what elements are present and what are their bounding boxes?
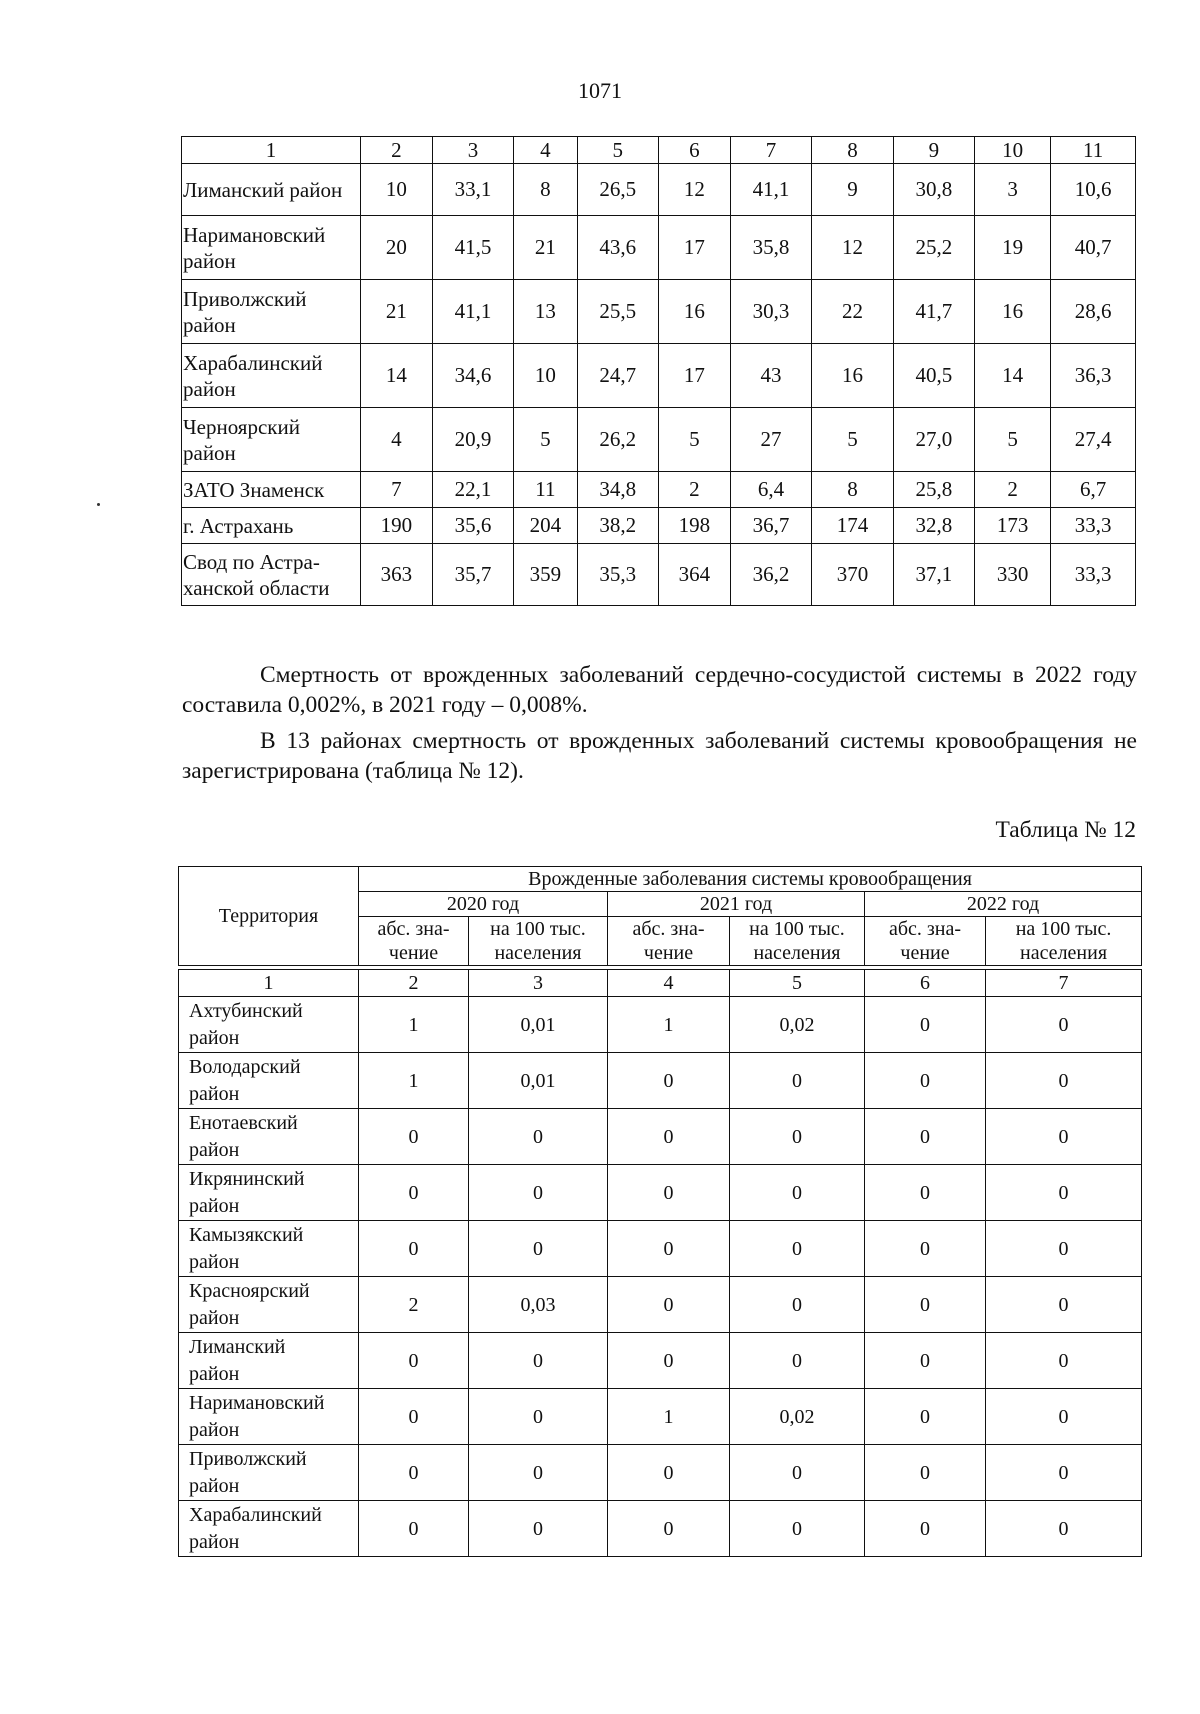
value-cell: 0 [986,1221,1142,1277]
territory-header: Территория [179,867,359,966]
value-cell: 22 [812,280,893,344]
value-cell: 35,7 [432,544,513,606]
value-cell: 4 [361,408,433,472]
column-number: 3 [432,137,513,164]
value-cell: 25,2 [893,216,974,280]
value-cell: 10 [361,164,433,216]
subheader-rate [730,917,865,966]
value-cell: 0 [730,1053,865,1109]
value-cell: 0 [608,1109,730,1165]
territory-name [179,1165,359,1221]
value-cell: 2 [359,1277,469,1333]
value-cell: 36,7 [730,508,811,544]
value-cell: 370 [812,544,893,606]
column-number: 4 [514,137,577,164]
value-cell: 8 [812,472,893,508]
cell-text-line: Харабалинский [189,1503,322,1526]
value-cell: 28,6 [1051,280,1136,344]
subheader-abs-line1: абс. зна- [888,918,962,940]
subheader-abs-line1: абс. зна- [632,918,705,940]
column-number: 2 [359,970,469,997]
value-cell: 12 [812,216,893,280]
cell-text-line: Приволжский [189,1447,307,1470]
value-cell: 330 [975,544,1051,606]
territory-name [182,216,361,280]
column-number: 7 [986,970,1142,997]
value-cell: 41,1 [432,280,513,344]
cell-text-line: Икрянинский [189,1167,305,1190]
value-cell: 0 [730,1221,865,1277]
value-cell: 35,6 [432,508,513,544]
value-cell: 20,9 [432,408,513,472]
value-cell: 33,3 [1051,544,1136,606]
value-cell: 0 [865,997,986,1053]
value-cell: 34,6 [432,344,513,408]
value-cell: 0 [730,1333,865,1389]
paragraph-districts-no-mortality: В 13 районах смертность от врожденных заболеваний системы кровообращения не зарегистрирована (таблица № 12). [182,728,1137,784]
subheader-rate-line2: населения [1019,942,1108,964]
value-cell: 0 [865,1445,986,1501]
value-cell: 43,6 [577,216,658,280]
value-cell: 363 [361,544,433,606]
column-number-row [179,970,1142,997]
territory-name [182,472,361,508]
value-cell: 0 [608,1501,730,1557]
territory-name [179,1389,359,1445]
value-cell: 0 [730,1165,865,1221]
value-cell: 0 [608,1445,730,1501]
value-cell: 0 [469,1165,608,1221]
value-cell: 204 [514,508,577,544]
column-number: 2 [361,137,433,164]
subheader-rate-line2: населения [753,942,841,964]
value-cell: 0 [359,1165,469,1221]
table-row [182,164,1136,216]
value-cell: 20 [361,216,433,280]
value-cell: 26,5 [577,164,658,216]
subheader-rate-line1: на 100 тыс. [490,918,586,940]
value-cell: 16 [658,280,730,344]
value-cell: 0 [865,1277,986,1333]
cell-text-line: Наримановский [189,1391,325,1414]
value-cell: 0,03 [469,1277,608,1333]
table-row [179,1389,1142,1445]
value-cell: 35,3 [577,544,658,606]
value-cell: 33,3 [1051,508,1136,544]
group-header: Врожденные заболевания системы кровообращения [359,867,1142,892]
value-cell: 5 [812,408,893,472]
cell-text-line: ЗАТО Знаменск [183,477,325,502]
subheader-abs [608,917,730,966]
value-cell: 1 [608,1389,730,1445]
value-cell: 2 [975,472,1051,508]
value-cell: 36,2 [730,544,811,606]
page-number: 1071 [578,78,622,103]
column-number: 11 [1051,137,1136,164]
value-cell: 5 [975,408,1051,472]
cell-text-line: район [189,1418,240,1441]
cell-text-line: Красноярский [189,1279,310,1302]
value-cell: 0 [469,1445,608,1501]
value-cell: 41,7 [893,280,974,344]
table-row [182,472,1136,508]
value-cell: 0 [865,1389,986,1445]
value-cell: 17 [658,216,730,280]
territory-name [179,1501,359,1557]
value-cell: 2 [658,472,730,508]
table-row [182,280,1136,344]
value-cell: 0 [730,1445,865,1501]
value-cell: 0 [359,1333,469,1389]
table-row [179,1277,1142,1333]
territory-name [182,280,361,344]
value-cell: 21 [361,280,433,344]
value-cell: 0 [359,1109,469,1165]
value-cell: 37,1 [893,544,974,606]
column-number: 5 [730,970,865,997]
value-cell: 27,4 [1051,408,1136,472]
cell-text-line: Лиманский район [183,177,343,202]
value-cell: 0 [359,1389,469,1445]
value-cell: 1 [359,997,469,1053]
value-cell: 0 [469,1221,608,1277]
territory-name [179,1109,359,1165]
value-cell: 0 [986,1333,1142,1389]
subheader-abs-line2: чение [900,942,950,964]
scan-speck [97,503,100,506]
year-header-2020: 2020 год [359,892,608,917]
value-cell: 19 [975,216,1051,280]
value-cell: 9 [812,164,893,216]
value-cell: 27 [730,408,811,472]
subheader-rate-line1: на 100 тыс. [1015,918,1112,940]
value-cell: 0,02 [730,997,865,1053]
value-cell: 16 [812,344,893,408]
cell-text-line: район [189,1026,240,1049]
territory-name [182,164,361,216]
cell-text-line: Камызякский [189,1223,304,1246]
value-cell: 0 [359,1501,469,1557]
table-row [179,1501,1142,1557]
territory-name [179,997,359,1053]
cell-text-line: район [183,312,236,337]
territory-name [179,1277,359,1333]
value-cell: 32,8 [893,508,974,544]
column-number-row [182,137,1136,164]
subheader-abs [359,917,469,966]
column-number: 9 [893,137,974,164]
value-cell: 0 [469,1109,608,1165]
value-cell: 0 [469,1333,608,1389]
cell-text-line: район [189,1362,240,1385]
value-cell: 174 [812,508,893,544]
value-cell: 14 [975,344,1051,408]
value-cell: 34,8 [577,472,658,508]
column-number: 8 [812,137,893,164]
table-row [179,1445,1142,1501]
value-cell: 26,2 [577,408,658,472]
cell-text-line: район [189,1306,240,1329]
value-cell: 40,7 [1051,216,1136,280]
value-cell: 24,7 [577,344,658,408]
territory-name [182,544,361,606]
value-cell: 0 [986,997,1142,1053]
value-cell: 0 [986,1109,1142,1165]
cell-text-line: ханской области [183,575,330,600]
table12-header-row-1 [179,867,1142,892]
territory-name [182,508,361,544]
value-cell: 0,01 [469,997,608,1053]
value-cell: 0 [986,1053,1142,1109]
column-number: 1 [182,137,361,164]
subheader-abs-line1: абс. зна- [377,918,450,940]
value-cell: 0 [359,1445,469,1501]
value-cell: 364 [658,544,730,606]
value-cell: 21 [514,216,577,280]
value-cell: 359 [514,544,577,606]
cell-text-line: район [189,1530,240,1553]
value-cell: 8 [514,164,577,216]
year-header-2021: 2021 год [608,892,865,917]
value-cell: 25,8 [893,472,974,508]
cell-text-line: Черноярский [183,414,300,439]
value-cell: 13 [514,280,577,344]
territory-name [182,408,361,472]
territory-name [179,1445,359,1501]
value-cell: 6,4 [730,472,811,508]
table-row [179,1333,1142,1389]
cell-text-line: район [189,1082,240,1105]
column-number: 3 [469,970,608,997]
cell-text-line: Володарский [189,1055,301,1078]
cell-text-line: Лиманский [189,1335,286,1358]
value-cell: 16 [975,280,1051,344]
value-cell: 27,0 [893,408,974,472]
column-number: 5 [577,137,658,164]
value-cell: 173 [975,508,1051,544]
table-row [182,344,1136,408]
cell-text-line: Енотаевский [189,1111,298,1134]
table-12-congenital-circulatory-diseases [178,866,1142,1557]
column-number: 6 [865,970,986,997]
subheader-abs [865,917,986,966]
paragraph-congenital-cardiovascular-mortality: Смертность от врожденных заболеваний сердечно-сосудистой системы в 2022 году составила 0,002%, в 2021 году – 0,008%. [182,662,1137,718]
cell-text-line: район [183,248,236,273]
value-cell: 33,1 [432,164,513,216]
value-cell: 5 [658,408,730,472]
value-cell: 3 [975,164,1051,216]
value-cell: 190 [361,508,433,544]
value-cell: 41,5 [432,216,513,280]
cell-text-line: Приволжский [183,286,307,311]
subheader-abs-line2: чение [388,942,439,964]
table-row [179,997,1142,1053]
value-cell: 0 [865,1165,986,1221]
value-cell: 17 [658,344,730,408]
value-cell: 38,2 [577,508,658,544]
subheader-rate [469,917,608,966]
value-cell: 25,5 [577,280,658,344]
value-cell: 0 [986,1445,1142,1501]
value-cell: 0 [608,1221,730,1277]
territory-name [182,344,361,408]
value-cell: 30,8 [893,164,974,216]
subheader-rate [986,917,1142,966]
column-number: 7 [730,137,811,164]
value-cell: 40,5 [893,344,974,408]
value-cell: 1 [608,997,730,1053]
value-cell: 0 [986,1277,1142,1333]
table-caption: Таблица № 12 [995,817,1136,843]
value-cell: 0 [986,1165,1142,1221]
cell-text-line: район [183,376,236,401]
value-cell: 0 [986,1389,1142,1445]
value-cell: 10,6 [1051,164,1136,216]
value-cell: 0,01 [469,1053,608,1109]
cell-text-line: г. Астрахань [183,513,294,538]
cell-text-line: район [189,1474,240,1497]
value-cell: 0 [608,1333,730,1389]
value-cell: 0 [730,1109,865,1165]
value-cell: 43 [730,344,811,408]
table-row [179,1165,1142,1221]
subheader-rate-line1: на 100 тыс. [749,918,845,940]
mortality-continuation-table [181,136,1136,606]
value-cell: 0 [608,1165,730,1221]
cell-text-line: район [189,1250,240,1273]
value-cell: 11 [514,472,577,508]
table-row [182,544,1136,606]
value-cell: 0 [865,1501,986,1557]
table-row [179,1221,1142,1277]
value-cell: 22,1 [432,472,513,508]
value-cell: 0 [730,1277,865,1333]
value-cell: 36,3 [1051,344,1136,408]
table-row [182,408,1136,472]
table-row [182,508,1136,544]
territory-name [179,1053,359,1109]
territory-name [179,1221,359,1277]
value-cell: 0 [865,1109,986,1165]
territory-name [179,1333,359,1389]
table-row [179,1053,1142,1109]
value-cell: 12 [658,164,730,216]
column-number: 10 [975,137,1051,164]
value-cell: 0 [608,1277,730,1333]
value-cell: 5 [514,408,577,472]
subheader-abs-line2: чение [643,942,694,964]
cell-text-line: Ахтубинский [189,999,303,1022]
subheader-rate-line2: населения [494,942,582,964]
value-cell: 0 [865,1053,986,1109]
value-cell: 0 [469,1389,608,1445]
year-header-2022: 2022 год [865,892,1142,917]
value-cell: 35,8 [730,216,811,280]
column-number: 4 [608,970,730,997]
value-cell: 1 [359,1053,469,1109]
value-cell: 0 [608,1053,730,1109]
cell-text-line: Харабалинский [183,350,323,375]
column-number: 6 [658,137,730,164]
value-cell: 14 [361,344,433,408]
value-cell: 0,02 [730,1389,865,1445]
cell-text-line: район [189,1138,240,1161]
table-row [182,216,1136,280]
value-cell: 0 [730,1501,865,1557]
value-cell: 0 [865,1333,986,1389]
value-cell: 6,7 [1051,472,1136,508]
cell-text-line: район [183,440,236,465]
cell-text-line: Наримановский [183,222,326,247]
cell-text-line: район [189,1194,240,1217]
value-cell: 0 [469,1501,608,1557]
value-cell: 10 [514,344,577,408]
value-cell: 0 [865,1221,986,1277]
value-cell: 0 [986,1501,1142,1557]
column-number: 1 [179,970,359,997]
value-cell: 7 [361,472,433,508]
value-cell: 0 [359,1221,469,1277]
value-cell: 198 [658,508,730,544]
value-cell: 30,3 [730,280,811,344]
table-row [179,1109,1142,1165]
cell-text-line: Свод по Астра- [183,549,320,574]
value-cell: 41,1 [730,164,811,216]
